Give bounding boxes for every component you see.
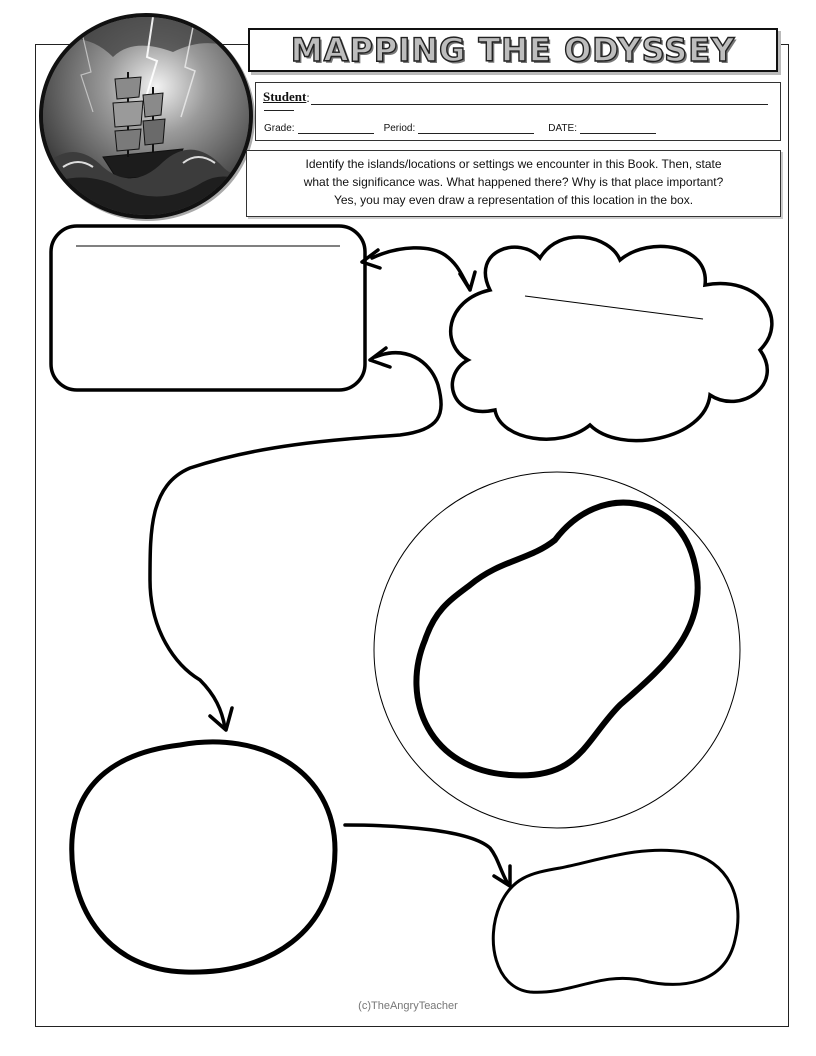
page-title: MAPPING THE ODYSSEY — [290, 31, 736, 69]
location-box-peanut[interactable] — [493, 850, 738, 992]
instructions-line-3: Yes, you may even draw a representation of this location in the box. — [333, 193, 694, 207]
arrowhead-rect-lower — [370, 348, 390, 367]
student-label: Student — [263, 89, 307, 104]
instructions-line-1: Identify the islands/locations or settings we encounter in this Book. Then, state — [305, 157, 722, 171]
location-box-rectangle[interactable] — [51, 226, 365, 390]
period-label: Period: — [383, 123, 416, 134]
location-box-blob[interactable] — [72, 742, 335, 972]
date-label: DATE: — [548, 123, 577, 134]
location-box-cloud[interactable] — [451, 237, 772, 441]
instructions-line-2: what the significance was. What happened there? Why is that place important? — [303, 175, 724, 189]
arrow-blob-to-peanut — [345, 825, 508, 884]
student-line: Student : — [263, 89, 768, 105]
grade-label: Grade: — [264, 123, 295, 134]
copyright-footer: (c)TheAngryTeacher — [358, 1000, 458, 1012]
arrowhead-cloud — [460, 272, 475, 290]
arrow-rect-to-cloud — [372, 248, 468, 286]
